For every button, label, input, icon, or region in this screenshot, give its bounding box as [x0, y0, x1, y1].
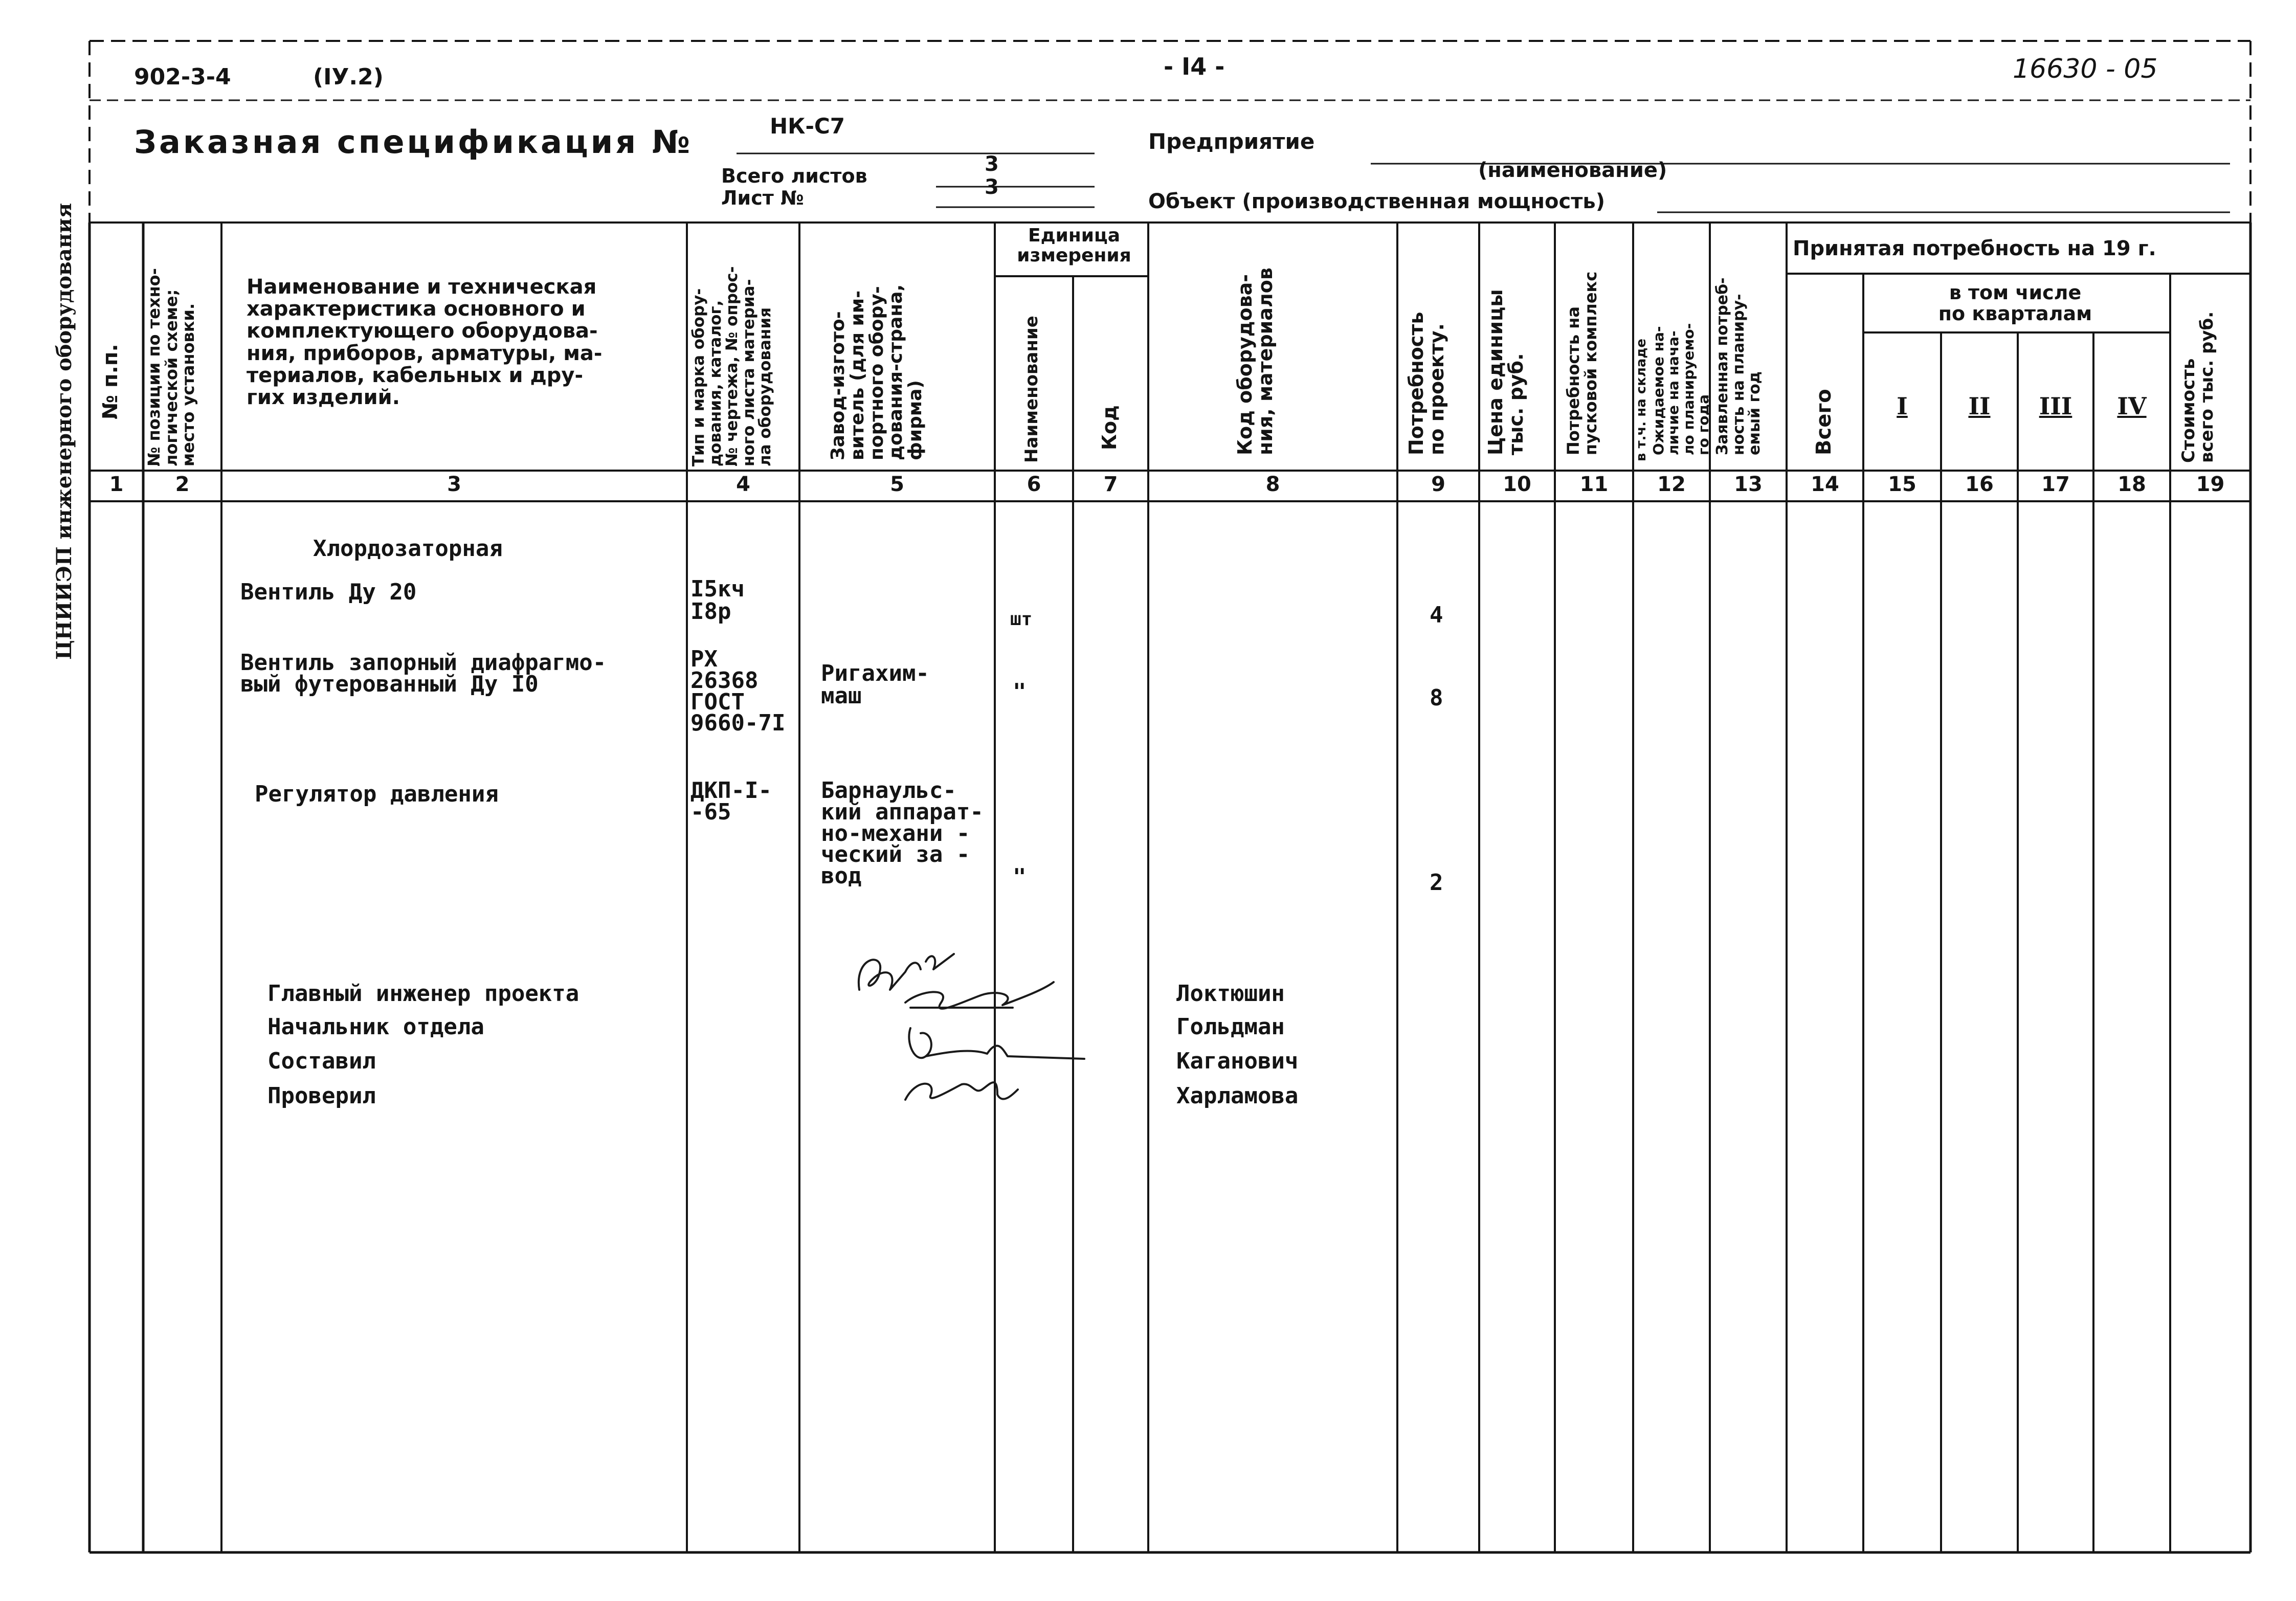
item-name: Вентиль запорный диафрагмо- вый футерованный Ду I0	[240, 650, 607, 697]
col-number: 7	[1103, 473, 1118, 496]
col-number: 9	[1431, 473, 1445, 496]
accepted-demand-header: Принятая потребность на 19 г.	[1793, 237, 2156, 260]
col-header-8: Код оборудова- ния, материалов	[1234, 268, 1277, 455]
col-number: 14	[1811, 473, 1839, 496]
col-number: 17	[2041, 473, 2070, 496]
col-header-16: II	[1968, 392, 1991, 420]
col-number: 18	[2117, 473, 2146, 496]
col-header-13: Заявленная потреб- ность на планиру- емый год	[1713, 277, 1764, 455]
col-header-6: Наименование	[1021, 316, 1042, 463]
signature-role: Главный инженер проекта	[268, 981, 579, 1007]
col-header-10: Цена единицы тыс. руб.	[1484, 289, 1527, 455]
col-header-7: Код	[1098, 405, 1121, 450]
item-quantity: 8	[1430, 685, 1443, 711]
signature-role: Начальник отдела	[268, 1014, 484, 1040]
item-type: ДКП-I- -65	[690, 777, 772, 825]
col-number: 11	[1579, 473, 1609, 496]
col-header-2: № позиции по техно- логической схеме; место установки.	[144, 268, 198, 466]
item-name: Регулятор давления	[255, 781, 499, 807]
item-unit: шт	[1010, 609, 1033, 630]
spec-title: Заказная спецификация №	[134, 123, 693, 161]
enterprise-name-caption: (наименование)	[1478, 159, 1667, 182]
signatory-name: Гольдман	[1176, 1014, 1285, 1040]
col-number: 8	[1265, 473, 1280, 496]
item-type: РХ 26368 ГОСТ 9660-7I	[690, 646, 786, 737]
item-quantity: 4	[1430, 602, 1443, 628]
col-number: 10	[1503, 473, 1531, 496]
total-sheets-label: Всего листов	[721, 165, 867, 187]
signatory-name: Локтюшин	[1176, 981, 1285, 1007]
col-number: 6	[1027, 473, 1041, 496]
unit-group-header: Единица измерения	[1017, 225, 1131, 266]
signatory-name: Харламова	[1176, 1083, 1299, 1109]
col-number: 2	[175, 473, 190, 496]
page-number: - I4 -	[1164, 53, 1225, 80]
col-header-5: Завод-изгото- витель (для им- портного обору- дования-страна, фирма)	[828, 284, 926, 460]
sheet-value: 3	[985, 175, 999, 199]
col-header-17: III	[2039, 392, 2072, 420]
col-number: 3	[447, 473, 461, 496]
item-quantity: 2	[1430, 870, 1443, 896]
col-header-3: Наименование и техническая характеристика основного и комплектующего оборудова- ния, приборов, арматуры, ма- териалов, кабельных и дру- гих изделий.	[247, 275, 603, 409]
item-manufacturer: Ригахим- маш	[821, 660, 929, 709]
signature-role: Составил	[268, 1048, 376, 1074]
col-header-18: IV	[2117, 392, 2147, 420]
col-number: 19	[2196, 473, 2225, 496]
item-name: Вентиль Ду 20	[240, 579, 417, 605]
sheet-label: Лист №	[721, 187, 804, 209]
enterprise-label: Предприятие	[1148, 129, 1315, 154]
col-number: 15	[1888, 473, 1916, 496]
organization-side-label: ЦНИИЭП инженерного оборудования	[52, 203, 76, 660]
document-code: 902-3-4	[134, 64, 231, 90]
col-header-12-prefix: в т.ч. на складе	[1634, 338, 1649, 461]
col-header-9: Потребность по проекту.	[1405, 312, 1448, 455]
document-part: (IУ.2)	[313, 64, 384, 90]
col-header-11: Потребность на пусковой комплекс	[1564, 271, 1600, 455]
col-number: 4	[736, 473, 750, 496]
col-header-14: Всего	[1812, 389, 1836, 455]
item-unit: "	[1013, 864, 1027, 890]
col-header-1: № п.п.	[99, 344, 122, 419]
spec-number: НК-С7	[770, 114, 845, 139]
item-manufacturer: Барнаульс- кий аппарат- но-механи - ческий за - вод	[821, 777, 984, 890]
col-header-4: Тип и марка обору- дования, каталог, № чертежа, № опрос- ного листа материа- ла оборудования	[689, 266, 775, 466]
total-sheets-value: 3	[985, 152, 999, 176]
quarters-group-header: в том числе по кварталам	[1938, 281, 2092, 325]
col-number: 5	[890, 473, 904, 496]
archive-number: 16630 - 05	[2013, 54, 2158, 84]
col-number: 12	[1657, 473, 1686, 496]
item-type: I5кч I8р	[690, 576, 745, 625]
col-header-19: Стоимость всего тыс. руб.	[2178, 311, 2217, 463]
col-number: 16	[1965, 473, 1994, 496]
handwritten-signatures	[849, 941, 1135, 1125]
col-number: 1	[109, 473, 124, 496]
col-number: 13	[1734, 473, 1763, 496]
item-unit: "	[1013, 679, 1027, 705]
col-header-12: Ожидаемое на- личие на нача- ло планируемо- го года	[1650, 323, 1712, 455]
signature-role: Проверил	[268, 1083, 376, 1109]
signatory-name: Каганович	[1176, 1048, 1299, 1074]
col-header-15: I	[1897, 392, 1908, 420]
object-label: Объект (производственная мощность)	[1148, 190, 1605, 213]
section-title: Хлордозаторная	[313, 536, 503, 562]
